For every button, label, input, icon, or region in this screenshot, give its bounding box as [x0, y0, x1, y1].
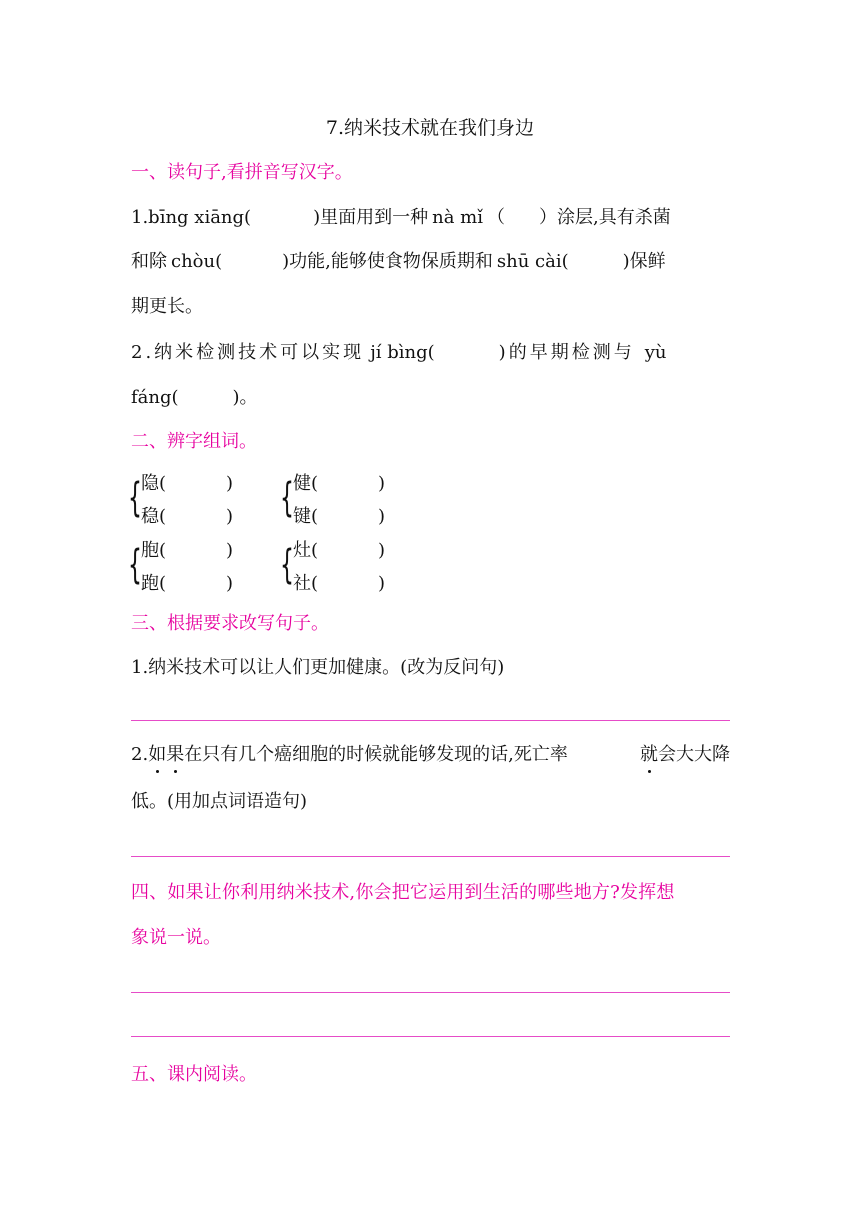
pinyin-fang: fáng(	[131, 387, 179, 408]
char-prompt: 社(	[293, 573, 319, 594]
word-group-item	[141, 472, 233, 496]
answer-line[interactable]	[131, 992, 730, 993]
pinyin-bingxiang: 1.bīng xiāng(	[131, 207, 252, 228]
answer-line[interactable]	[131, 720, 730, 721]
text: )保鲜	[622, 251, 666, 272]
pinyin-chou: chòu(	[171, 251, 223, 272]
s1-q1-line3: 期更长。	[131, 296, 203, 317]
word-group-item	[141, 572, 233, 596]
text: 和除	[131, 251, 167, 272]
word-group-item	[293, 472, 385, 496]
brace: {	[280, 542, 294, 588]
char-prompt: 键(	[293, 506, 319, 527]
text: )的早期检测与	[498, 342, 635, 363]
word-group-item	[293, 505, 385, 529]
answer-line[interactable]	[131, 856, 730, 857]
s3-q2-line1	[131, 743, 730, 767]
char-prompt: 灶(	[293, 540, 319, 561]
section-5-heading: 五、课内阅读。	[131, 1064, 257, 1085]
text: )	[378, 540, 386, 561]
pinyin-nami: nà mǐ	[432, 207, 483, 228]
pinyin-yu: yù	[644, 342, 667, 363]
char-prompt: 隐(	[141, 473, 167, 494]
section-1-heading: 一、读句子,看拼音写汉字。	[131, 162, 353, 183]
char-prompt: 胞(	[141, 540, 167, 561]
text: )功能,能够使食物保质期和	[282, 251, 493, 272]
text: （	[486, 207, 505, 228]
word-group-item	[141, 505, 233, 529]
text: )。	[232, 387, 258, 408]
text: )	[378, 473, 386, 494]
word-group-item	[293, 539, 385, 563]
brace: {	[280, 475, 294, 521]
answer-line[interactable]	[131, 1036, 730, 1037]
s3-q1: 1.纳米技术可以让人们更加健康。(改为反问句)	[131, 657, 505, 678]
dotted-char: 就	[640, 744, 658, 765]
section-3-heading: 三、根据要求改写句子。	[131, 613, 329, 634]
char-prompt: 稳(	[141, 506, 167, 527]
text: )	[226, 506, 234, 527]
dotted-char: 如	[148, 744, 167, 765]
s1-q1-line1	[131, 206, 671, 230]
text: )	[378, 573, 386, 594]
text: 在只有几个癌细胞的时候就能够发现的话,死亡率	[184, 744, 568, 765]
text: )里面用到一种	[313, 207, 429, 228]
text: )	[378, 506, 386, 527]
pinyin-jibing: jí bìng(	[370, 342, 435, 363]
section-4-heading-line1: 四、如果让你利用纳米技术,你会把它运用到生活的哪些地方?发挥想	[131, 882, 675, 903]
text: 2.纳米检测技术可以实现	[131, 342, 365, 363]
char-prompt: 健(	[293, 473, 319, 494]
s3-q2-line2: 低。(用加点词语造句)	[131, 791, 308, 812]
text: 会大大降	[658, 744, 730, 765]
dotted-char: 果	[166, 744, 185, 765]
text: 2.	[131, 744, 149, 765]
word-group-item	[141, 539, 233, 563]
brace: {	[128, 475, 142, 521]
char-prompt: 跑(	[141, 573, 167, 594]
text: )	[226, 540, 234, 561]
pinyin-shucai: shū cài(	[496, 251, 569, 272]
text: )	[226, 573, 234, 594]
page-title: 7.纳米技术就在我们身边	[325, 117, 535, 139]
section-4-heading-line2: 象说一说。	[131, 927, 221, 948]
s1-q2-line2	[131, 386, 258, 410]
s1-q2-line1	[131, 341, 666, 365]
text: ）涂层,具有杀菌	[538, 207, 671, 228]
text: )	[226, 473, 234, 494]
s1-q1-line2	[131, 250, 666, 274]
section-2-heading: 二、辨字组词。	[131, 431, 257, 452]
word-group-item	[293, 572, 385, 596]
brace: {	[128, 542, 142, 588]
